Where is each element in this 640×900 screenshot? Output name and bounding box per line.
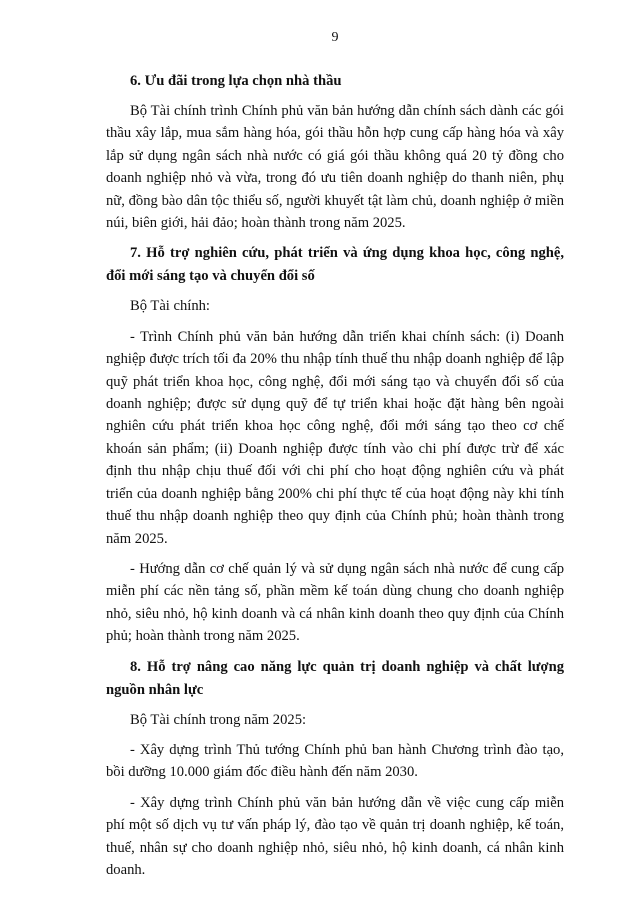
- paragraph: Bộ Tài chính trình Chính phủ văn bản hướng dẫn chính sách dành các gói thầu xây lắp, mua sắm hàng hóa, gói thầu hỗn hợp cung cấp hàng hóa và xây lắp sử dụng ngân sách nhà nước có giá gói thầu không quá 20 tỷ đồng cho doanh nghiệp nhỏ và vừa, trong đó ưu tiên doanh nghiệp do thanh niên, phụ nữ, đồng bào dân tộc thiểu số, người khuyết tật làm chủ, doanh nghiệp ở miền núi, biên giới, hải đảo; hoàn thành trong năm 2025.: [106, 103, 564, 232]
- section-7: [106, 242, 564, 647]
- paragraph: Bộ Tài chính trong năm 2025:: [130, 711, 307, 728]
- paragraph: - Xây dựng trình Thủ tướng Chính phủ ban hành Chương trình đào tạo, bồi dưỡng 10.000 giám đốc điều hành đến năm 2030.: [106, 741, 564, 781]
- section-heading: 8. Hỗ trợ nâng cao năng lực quản trị doanh nghiệp và chất lượng nguồn nhân lực: [106, 658, 564, 698]
- page-number: 9: [331, 30, 339, 45]
- section-heading: 6. Ưu đãi trong lựa chọn nhà thầu: [130, 73, 342, 89]
- section-6: [106, 70, 564, 234]
- paragraph: - Hướng dẫn cơ chế quản lý và sử dụng ngân sách nhà nước để cung cấp miễn phí các nền tảng số, phần mềm kế toán dùng chung cho doanh nghiệp nhỏ, siêu nhỏ, hộ kinh doanh và cá nhân kinh doanh theo quy định của Chính phủ; hoàn thành trong năm 2025.: [106, 560, 564, 645]
- paragraph: Bộ Tài chính:: [130, 298, 210, 315]
- section-heading: 7. Hỗ trợ nghiên cứu, phát triển và ứng dụng khoa học, công nghệ, đổi mới sáng tạo và chuyển đổi số: [106, 245, 564, 285]
- paragraph: - Xây dựng trình Chính phủ văn bản hướng dẫn về việc cung cấp miễn phí một số dịch vụ tư vấn pháp lý, đào tạo về quản trị doanh nghiệp, kế toán, thuế, nhân sự cho doanh nghiệp nhỏ, siêu nhỏ, hộ kinh doanh, cá nhân kinh doanh.: [106, 794, 564, 878]
- section-8: [106, 656, 564, 882]
- paragraph: - Trình Chính phủ văn bản hướng dẫn triển khai chính sách: (i) Doanh nghiệp được trích tối đa 20% thu nhập tính thuế thu nhập doanh nghiệp để lập quỹ phát triển khoa học, công nghệ, đổi mới sáng tạo và chuyển đổi số của doanh nghiệp; được sử dụng quỹ để tự triển khai hoặc đặt hàng bên ngoài nghiên cứu phát triển khoa học công nghệ, đổi mới sáng tạo theo cơ chế khoán sản phẩm; (ii) Doanh nghiệp được tính vào chi phí được trừ để xác định thu nhập chịu thuế đối với chi phí cho hoạt động nghiên cứu và phát triển của doanh nghiệp bằng 200% chi phí thực tế của hoạt động này khi tính thuế thu nhập doanh nghiệp theo quy định của Chính phủ; hoàn thành trong năm 2025.: [106, 328, 564, 547]
